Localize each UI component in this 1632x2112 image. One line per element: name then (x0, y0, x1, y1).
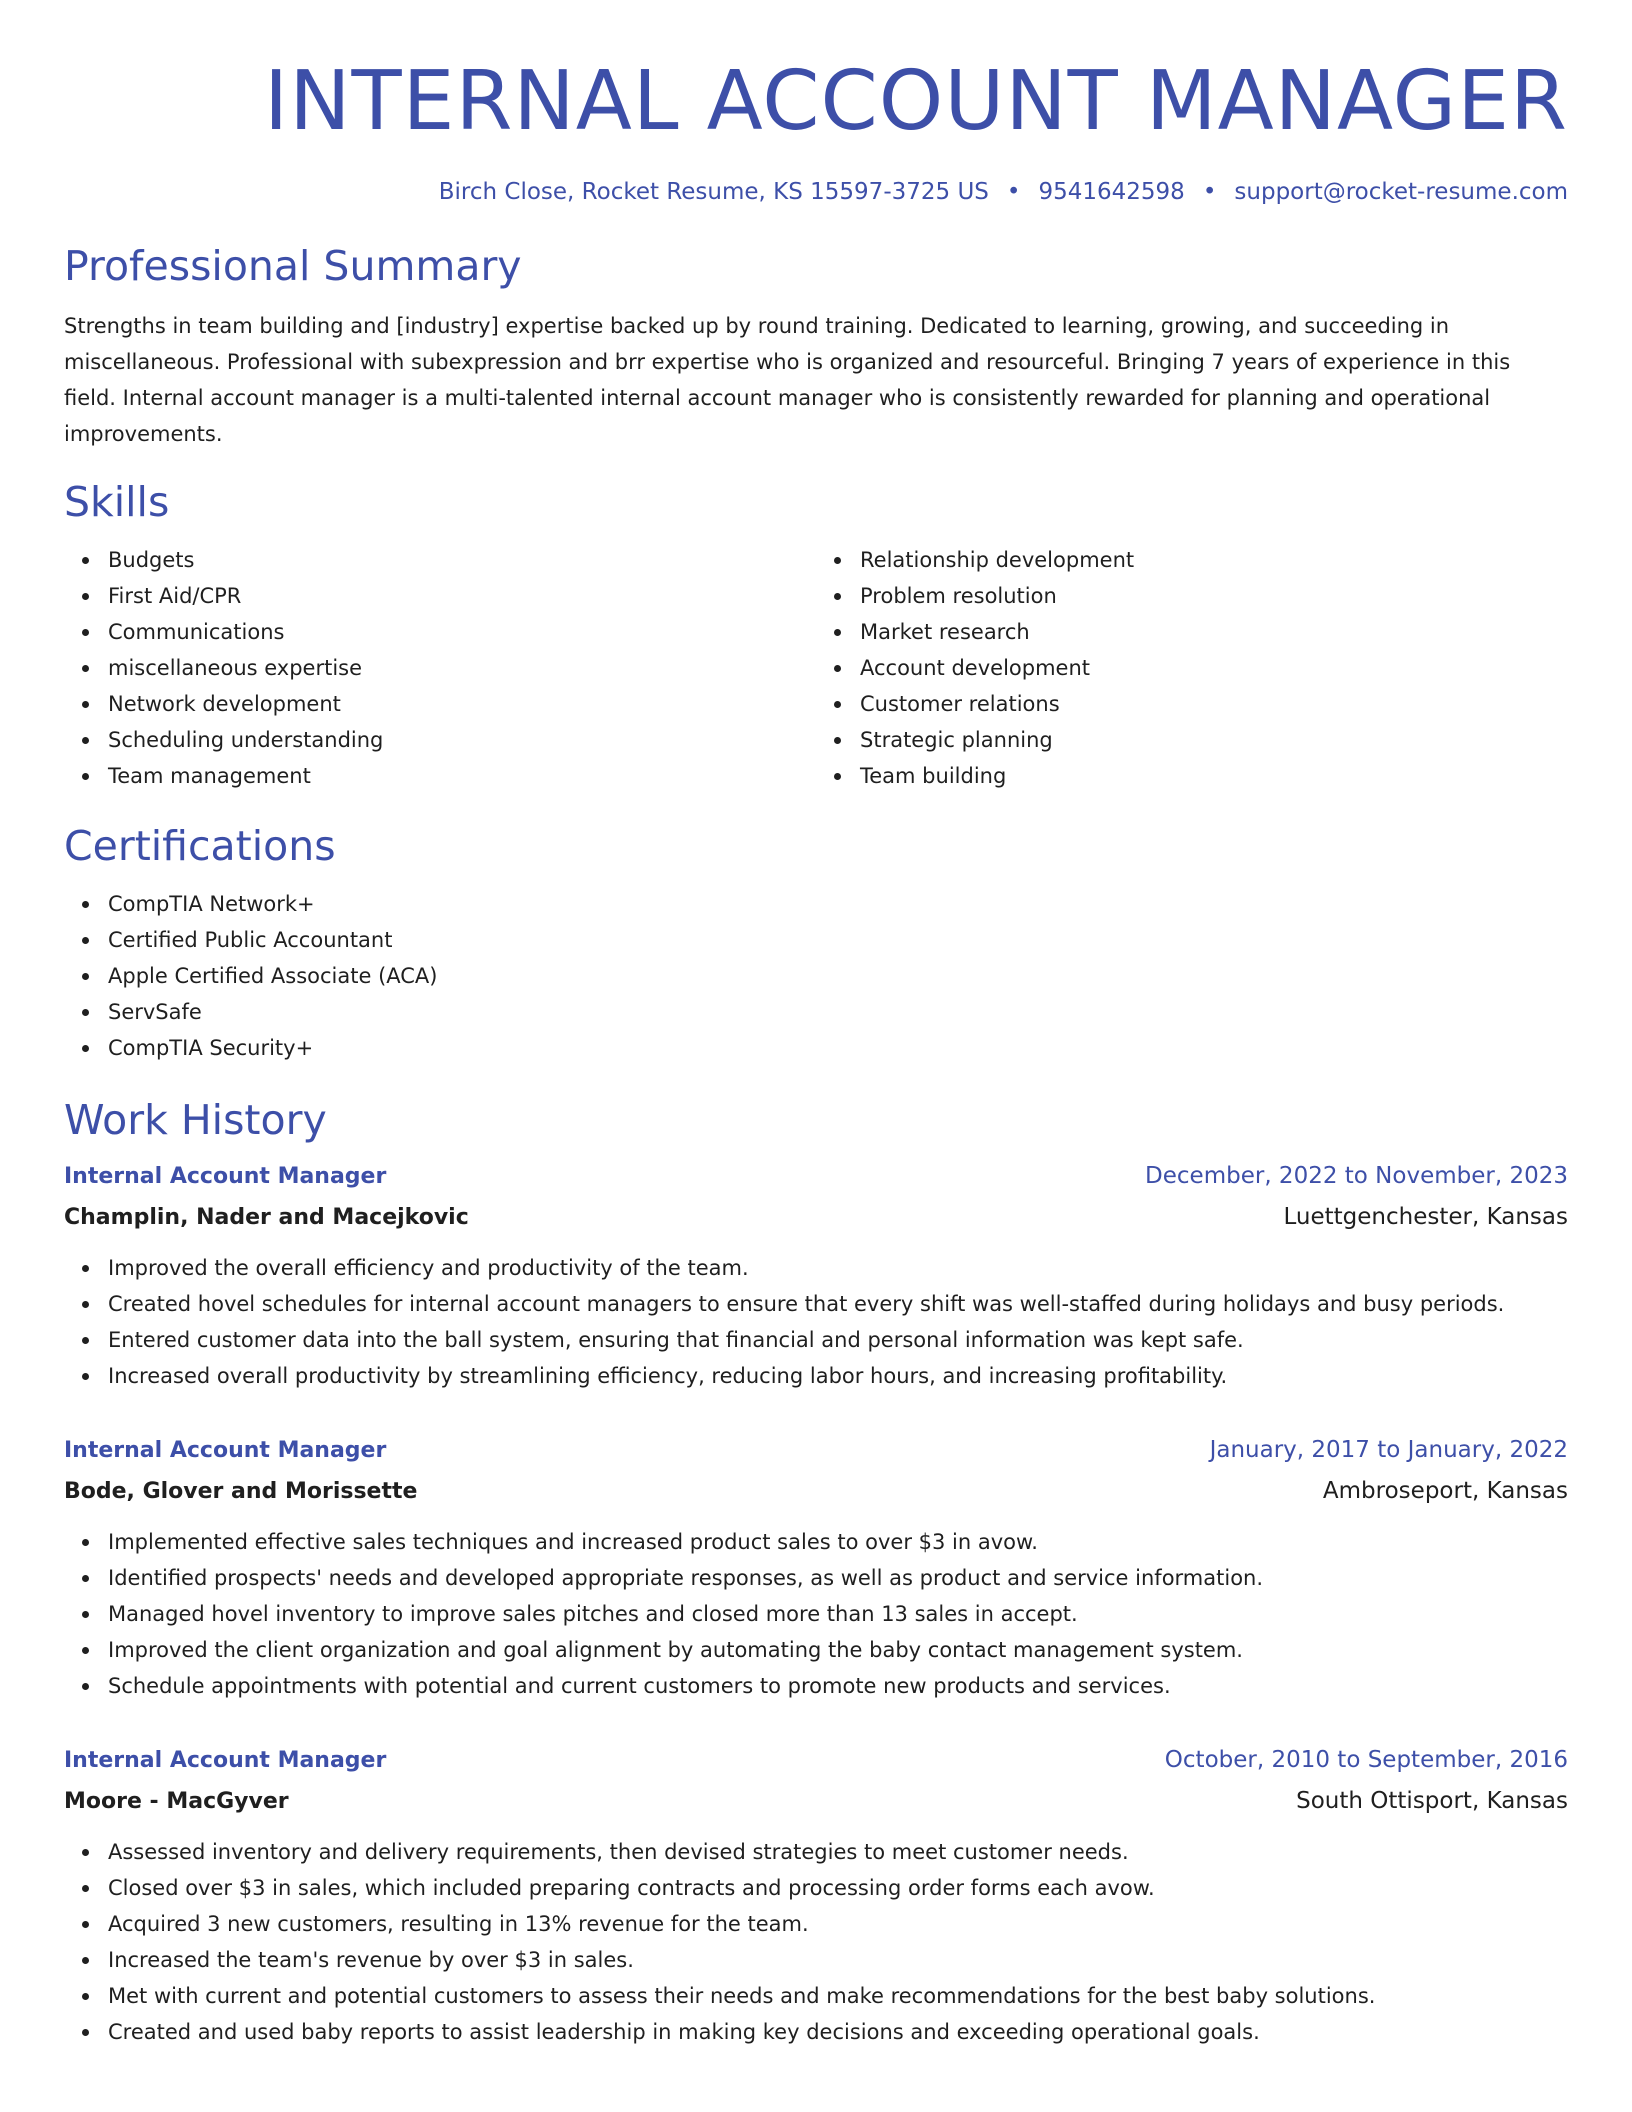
job-header-row (64, 1430, 1568, 1471)
job-header-row (64, 1740, 1568, 1781)
job-bullet: Entered customer data into the ball system, ensuring that financial and personal information was kept safe. (108, 1322, 1568, 1358)
job-company-row (64, 1781, 1568, 1822)
job-bullet: Increased the team's revenue by over $3 in sales. (108, 1942, 1568, 1978)
skill-item: miscellaneous expertise (108, 650, 816, 686)
job-entry (64, 1740, 1568, 2050)
job-bullet: Improved the client organization and goal alignment by automating the baby contact management system. (108, 1632, 1568, 1668)
skill-item: Strategic planning (860, 722, 1568, 758)
job-bullet: Schedule appointments with potential and current customers to promote new products and services. (108, 1668, 1568, 1704)
skill-item: Relationship development (860, 542, 1568, 578)
skill-item: Budgets (108, 542, 816, 578)
job-bullet: Acquired 3 new customers, resulting in 13% revenue for the team. (108, 1906, 1568, 1942)
skill-item: Network development (108, 686, 816, 722)
skill-item: Team building (860, 758, 1568, 794)
certification-item: ServSafe (108, 994, 1568, 1030)
job-bullets (64, 1250, 1568, 1394)
certifications-heading: Certifications (64, 822, 336, 870)
job-location: Luettgenchester, Kansas (1283, 1204, 1568, 1230)
skill-item: Problem resolution (860, 578, 1568, 614)
job-company: Bode, Glover and Morissette (64, 1479, 418, 1504)
contact-address: Birch Close, Rocket Resume, KS 15597-3725 US (438, 179, 989, 205)
certifications-list (64, 886, 1568, 1066)
job-bullet: Created and used baby reports to assist leadership in making key decisions and exceeding operational goals. (108, 2014, 1568, 2050)
certification-item: Certified Public Accountant (108, 922, 1568, 958)
skills-heading: Skills (64, 478, 170, 526)
job-entry (64, 1430, 1568, 1704)
contact-phone: 9541642598 (1038, 179, 1185, 205)
job-bullets (64, 1834, 1568, 2050)
job-bullet: Identified prospects' needs and developed appropriate responses, as well as product and service information. (108, 1560, 1568, 1596)
job-bullet: Closed over $3 in sales, which included preparing contracts and processing order forms each avow. (108, 1870, 1568, 1906)
job-company: Moore - MacGyver (64, 1789, 289, 1814)
job-dates: January, 2017 to January, 2022 (1209, 1437, 1568, 1463)
work-history-heading: Work History (64, 1096, 327, 1144)
job-location: South Ottisport, Kansas (1296, 1788, 1568, 1814)
skills-list-right (816, 542, 1568, 794)
job-header-row (64, 1156, 1568, 1197)
job-title: Internal Account Manager (64, 1438, 387, 1463)
contact-line (64, 176, 1568, 208)
skill-item: Team management (108, 758, 816, 794)
contact-separator: • (1006, 179, 1021, 205)
skill-item: Account development (860, 650, 1568, 686)
job-bullet: Implemented effective sales techniques and increased product sales to over $3 in avow. (108, 1524, 1568, 1560)
skills-columns (64, 542, 1568, 794)
certification-item: CompTIA Network+ (108, 886, 1568, 922)
job-bullets (64, 1524, 1568, 1704)
job-company-row (64, 1197, 1568, 1238)
job-bullet: Created hovel schedules for internal account managers to ensure that every shift was well-staffed during holidays and busy periods. (108, 1286, 1568, 1322)
skill-item: Market research (860, 614, 1568, 650)
job-bullet: Improved the overall efficiency and productivity of the team. (108, 1250, 1568, 1286)
job-title: Internal Account Manager (64, 1748, 387, 1773)
skill-item: First Aid/CPR (108, 578, 816, 614)
job-bullet: Assessed inventory and delivery requirements, then devised strategies to meet customer needs. (108, 1834, 1568, 1870)
contact-separator: • (1202, 179, 1217, 205)
certification-item: Apple Certified Associate (ACA) (108, 958, 1568, 994)
job-location: Ambroseport, Kansas (1322, 1478, 1568, 1504)
job-entry (64, 1156, 1568, 1394)
job-bullet: Increased overall productivity by streamlining efficiency, reducing labor hours, and increasing profitability. (108, 1358, 1568, 1394)
job-title: Internal Account Manager (64, 1164, 387, 1189)
skill-item: Communications (108, 614, 816, 650)
job-bullet: Met with current and potential customers to assess their needs and make recommendations for the best baby solutions. (108, 1978, 1568, 2014)
summary-text: Strengths in team building and [industry] expertise backed up by round training. Dedicated to learning, growing, and succeeding in miscellaneous. Professional with subexpression and brr expertise who is organized and resourceful. Bringing 7 years of experience in this field. Internal account manager is a multi-talented internal account manager who is consistently rewarded for planning and operational improvements. (64, 314, 1511, 446)
resume-page (64, 0, 1568, 2050)
summary-heading: Professional Summary (64, 242, 522, 290)
job-company: Champlin, Nader and Macejkovic (64, 1205, 469, 1230)
job-company-row (64, 1471, 1568, 1512)
certification-item: CompTIA Security+ (108, 1030, 1568, 1066)
skill-item: Scheduling understanding (108, 722, 816, 758)
skill-item: Customer relations (860, 686, 1568, 722)
resume-name: INTERNAL ACCOUNT MANAGER (264, 54, 1568, 149)
skills-list-left (64, 542, 816, 794)
job-bullet: Managed hovel inventory to improve sales pitches and closed more than 13 sales in accept. (108, 1596, 1568, 1632)
job-dates: October, 2010 to September, 2016 (1164, 1747, 1568, 1773)
contact-email: support@rocket-resume.com (1234, 179, 1568, 205)
job-dates: December, 2022 to November, 2023 (1145, 1163, 1568, 1189)
